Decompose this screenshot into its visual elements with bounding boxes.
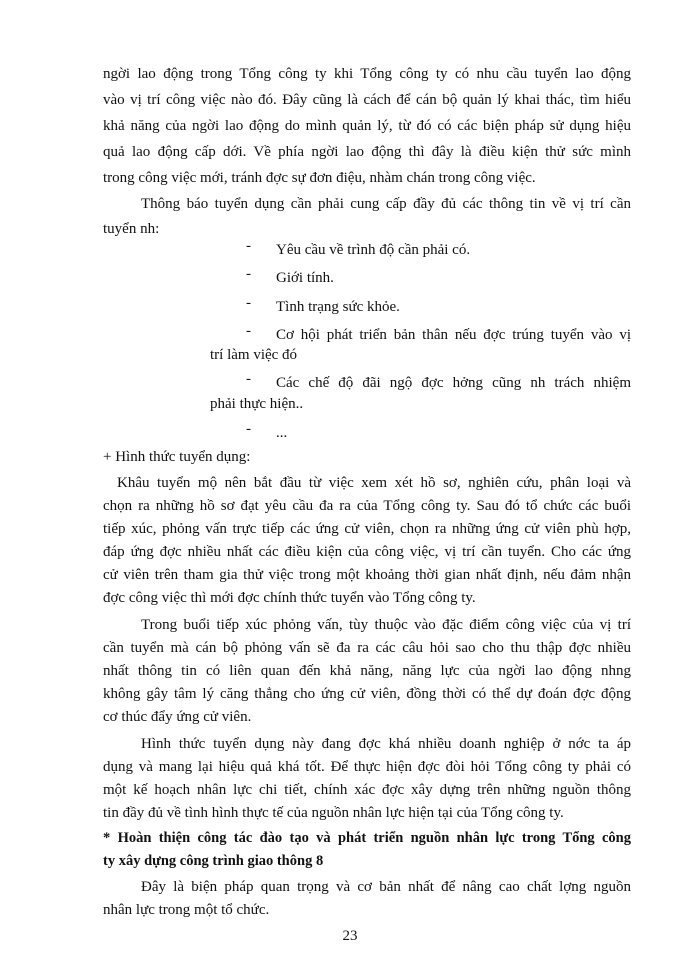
bullet-dash: - xyxy=(246,421,251,437)
paragraph-line: cơ thúc đẩy ứng cử viên. xyxy=(103,709,252,725)
page-number: 23 xyxy=(342,928,358,944)
paragraph-line: vào vị trí công việc nào đó. Đây cũng là cách để cán bộ quản lý khai thác, tìm hiểu xyxy=(103,92,631,108)
paragraph-line: ngời lao động trong Tổng công ty khi Tổng công ty có nhu cầu tuyển lao động xyxy=(103,66,631,82)
section-heading: + Hình thức tuyển dụng: xyxy=(103,449,251,465)
paragraph-line: Hình thức tuyển dụng này đang đợc khá nhiều doanh nghiệp ở nớc ta áp xyxy=(141,736,631,752)
bullet-dash: - xyxy=(246,295,251,311)
bullet-item-continued: trí làm việc đó xyxy=(210,347,298,363)
paragraph-line: không gây tâm lý căng thẳng cho ứng cử viên, đồng thời có thể dự đoán đợc động xyxy=(103,686,631,702)
bold-section-heading: * Hoàn thiện công tác đào tạo và phát triển nguồn nhân lực trong Tổng công xyxy=(103,830,631,846)
paragraph-line: tin đầy đủ về tình hình thực tế của nguồn nhân lực hiện tại của Tổng công ty. xyxy=(103,805,564,821)
paragraph-line: Đây là biện pháp quan trọng và cơ bản nhất để nâng cao chất lợng nguồn xyxy=(141,879,631,895)
paragraph-line: quả lao động cấp dới. Về phía ngời lao động thì đây là điều kiện thử sức mình xyxy=(103,144,631,160)
paragraph-line: cần tuyển mà cán bộ phỏng vấn sẽ đa ra các câu hỏi sao cho thu thập đợc nhiều xyxy=(103,640,631,656)
paragraph-line: một kế hoạch nhân lực chi tiết, chính xác đợc xây dựng trên những nguồn thông xyxy=(103,782,631,798)
paragraph-line: đáp ứng đợc nhiều nhất các điều kiện của công việc, vị trí cần tuyển. Cho các ứng xyxy=(103,544,631,560)
bullet-item: Yêu cầu về trình độ cần phải có. xyxy=(276,242,471,258)
paragraph-line: Thông báo tuyển dụng cần phải cung cấp đầy đủ các thông tin về vị trí cần xyxy=(141,196,631,212)
bullet-item: Tình trạng sức khỏe. xyxy=(276,299,400,315)
bullet-dash: - xyxy=(246,323,251,339)
paragraph-line: tuyển nh: xyxy=(103,221,160,237)
bullet-item-continued: phải thực hiện.. xyxy=(210,396,304,412)
paragraph-line: đợc công việc thì mới đợc chính thức tuyển vào Tổng công ty. xyxy=(103,590,476,606)
paragraph-line: chọn ra những hồ sơ đạt yêu cầu đa ra của Tổng công ty. Sau đó tổ chức các buổi xyxy=(103,498,631,514)
bullet-dash: - xyxy=(246,238,251,254)
bullet-item: Cơ hội phát triển bản thân nếu đợc trúng tuyển vào vị xyxy=(276,327,631,343)
paragraph-line: trong công việc mới, tránh đợc sự đơn điệu, nhàm chán trong công việc. xyxy=(103,170,536,186)
bold-section-heading: ty xây dựng công trình giao thông 8 xyxy=(103,853,324,869)
paragraph-line: nhân lực trong một tổ chức. xyxy=(103,902,270,918)
paragraph-line: tiếp xúc, phỏng vấn trực tiếp các ứng cử viên, chọn ra những ứng cử viên phù hợp, xyxy=(103,521,631,537)
paragraph-line: dụng và mang lại hiệu quả khá tốt. Để thực hiện đợc đòi hỏi Tổng công ty phải có xyxy=(103,759,631,775)
bullet-item: ... xyxy=(276,425,288,441)
paragraph-line: cử viên trên tham gia thử việc trong một khoảng thời gian nhất định, nếu đảm nhận xyxy=(103,567,631,583)
bullet-item: Giới tính. xyxy=(276,270,334,286)
paragraph-line: khả năng của ngời lao động do mình quản lý, từ đó có các biện pháp sử dụng hiệu xyxy=(103,118,631,134)
paragraph-line: Khâu tuyển mộ nên bắt đầu từ việc xem xét hồ sơ, nghiên cứu, phân loại và xyxy=(117,475,631,491)
bullet-dash: - xyxy=(246,371,251,387)
paragraph-line: nhất thông tin có liên quan đến khả năng, năng lực của ngời lao động nhng xyxy=(103,663,631,679)
paragraph-line: Trong buổi tiếp xúc phỏng vấn, tùy thuộc vào đặc điểm công việc của vị trí xyxy=(141,617,631,633)
bullet-dash: - xyxy=(246,266,251,282)
bullet-item: Các chế độ đãi ngộ đợc hởng cũng nh trách nhiệm xyxy=(276,375,631,391)
